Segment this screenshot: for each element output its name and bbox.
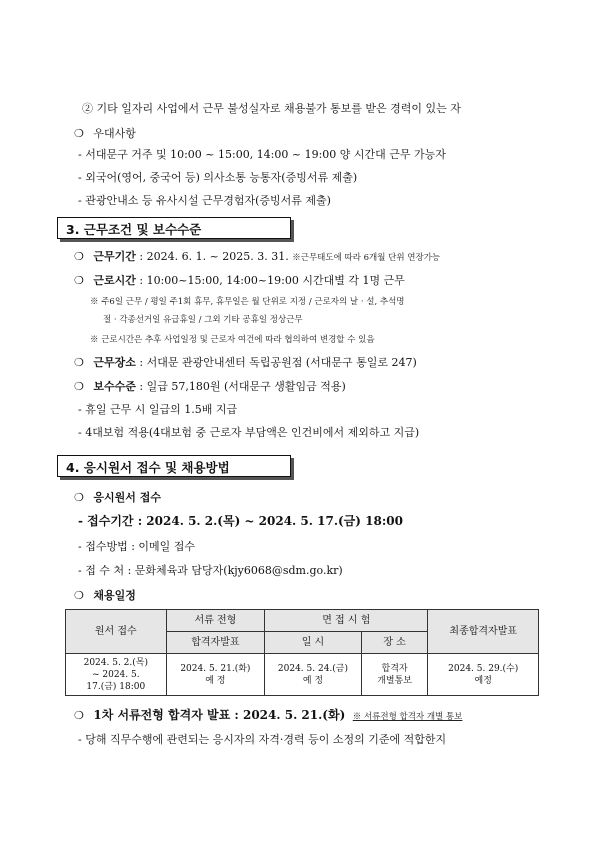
cell-interview-date-note: 예 정 — [302, 675, 324, 686]
bullet-icon: ❍ — [74, 491, 84, 504]
cell-interview-place-line-2: 개별통보 — [377, 675, 412, 686]
cell-apply — [66, 654, 167, 696]
apply-place: - 접 수 처 : 문화체육과 담당자(kjy6068@sdm.go.kr) — [78, 564, 343, 577]
preferences-heading — [74, 125, 136, 141]
header-doc-1: 서류 전형 — [166, 610, 265, 632]
apply-title: 응시원서 접수 — [93, 491, 161, 504]
work-hours-note-1a: ※ 주6일 근무 / 평일 주1회 휴무, 휴무일은 월 단위로 지정 / 근로자의 날 · 설, 추석명 — [90, 297, 405, 307]
pay-row — [74, 378, 346, 394]
work-period-value: : 2024. 6. 1. ~ 2025. 3. 31. — [139, 250, 289, 263]
ineligible-item-2: ② 기타 일자리 사업에서 근무 불성실자로 채용불가 통보를 받은 경력이 있는 자 — [82, 102, 461, 115]
schedule-heading — [74, 587, 136, 603]
cell-interview-place — [361, 654, 428, 696]
header-interview-date: 일 시 — [265, 632, 362, 654]
work-hours-label: 근로시간 — [93, 274, 136, 287]
work-period-note: ※근무태도에 따라 6개월 단위 연장가능 — [292, 253, 441, 263]
pay-label: 보수수준 — [93, 380, 136, 393]
pay-value: : 일급 57,180원 (서대문구 생활임금 적용) — [139, 380, 346, 393]
preference-item-3: - 관광안내소 등 유사시설 근무경험자(증빙서류 제출) — [78, 194, 331, 207]
work-hours-note-2: ※ 근로시간은 추후 사업일정 및 근로자 여건에 따라 협의하여 변경할 수 있음 — [90, 335, 375, 345]
header-doc-2: 합격자발표 — [166, 632, 265, 654]
section-3-title: 3. 근무조건 및 보수수준 — [66, 222, 202, 237]
cell-apply-line-2: ~ 2024. 5. — [91, 669, 140, 680]
cell-apply-line-3: 17.(금) 18:00 — [86, 681, 146, 692]
pay-item-1: - 휴일 근무 시 일급의 1.5배 지급 — [78, 403, 238, 416]
bullet-icon: ❍ — [74, 127, 84, 140]
work-place-label: 근무장소 — [93, 356, 136, 369]
bullet-icon: ❍ — [74, 709, 84, 722]
section-3-header — [57, 217, 291, 239]
header-apply: 원서 접수 — [66, 610, 167, 654]
section-4-title: 4. 응시원서 접수 및 채용방법 — [66, 460, 230, 475]
bullet-icon: ❍ — [74, 356, 84, 369]
bullet-icon: ❍ — [74, 250, 84, 263]
cell-final — [428, 654, 539, 696]
cell-final-note: 예정 — [474, 675, 492, 686]
bullet-icon: ❍ — [74, 589, 84, 602]
cell-doc-date: 2024. 5. 21.(화) — [180, 663, 251, 674]
cell-interview-date — [265, 654, 362, 696]
work-place-row — [74, 354, 417, 370]
header-interview: 면 접 시 험 — [265, 610, 428, 632]
cell-doc — [166, 654, 265, 696]
first-announce-row — [74, 706, 462, 723]
schedule-table — [65, 609, 539, 696]
work-place-value: : 서대문 관광안내센터 독립공원점 (서대문구 통일로 247) — [139, 356, 417, 369]
preference-item-1: - 서대문구 거주 및 10:00 ~ 15:00, 14:00 ~ 19:00 양 시간대 근무 가능자 — [78, 148, 446, 161]
cell-interview-place-line-1: 합격자 — [381, 663, 408, 674]
screening-criteria-line: - 당해 직무수행에 관련되는 응시자의 자격·경력 등이 소정의 기준에 적합한지 — [78, 733, 447, 746]
work-period-row — [74, 248, 440, 264]
cell-final-date: 2024. 5. 29.(수) — [448, 663, 519, 674]
bullet-icon: ❍ — [74, 274, 84, 287]
preference-item-2: - 외국어(영어, 중국어 등) 의사소통 능통자(증빙서류 제출) — [78, 171, 358, 184]
apply-period: - 접수기간 : 2024. 5. 2.(목) ~ 2024. 5. 17.(금) 18:00 — [78, 514, 403, 528]
work-hours-row — [74, 272, 405, 288]
work-hours-value: : 10:00~15:00, 14:00~19:00 시간대별 각 1명 근무 — [139, 274, 405, 287]
work-hours-note-1b: 절 · 각종선거일 유급휴일 / 그외 기타 공휴일 정상근무 — [103, 315, 303, 325]
first-announce-note: ※ 서류전형 합격자 개별 통보 — [352, 712, 463, 722]
apply-method: - 접수방법 : 이메일 접수 — [78, 540, 196, 553]
schedule-title: 채용일정 — [93, 589, 136, 602]
header-interview-place: 장 소 — [361, 632, 428, 654]
preferences-title: 우대사항 — [93, 127, 136, 140]
bullet-icon: ❍ — [74, 380, 84, 393]
section-4-header — [57, 455, 291, 477]
cell-apply-line-1: 2024. 5. 2.(목) — [83, 657, 148, 668]
cell-doc-note: 예 정 — [205, 675, 226, 686]
header-final: 최종합격자발표 — [428, 610, 539, 654]
work-period-label: 근무기간 — [93, 250, 136, 263]
pay-item-2: - 4대보험 적용(4대보험 중 근로자 부담액은 인건비에서 제외하고 지급) — [78, 426, 420, 439]
first-announce-text: 1차 서류전형 합격자 발표 : 2024. 5. 21.(화) — [93, 708, 346, 722]
apply-heading — [74, 489, 161, 505]
cell-interview-date-value: 2024. 5. 24.(금) — [277, 663, 349, 674]
